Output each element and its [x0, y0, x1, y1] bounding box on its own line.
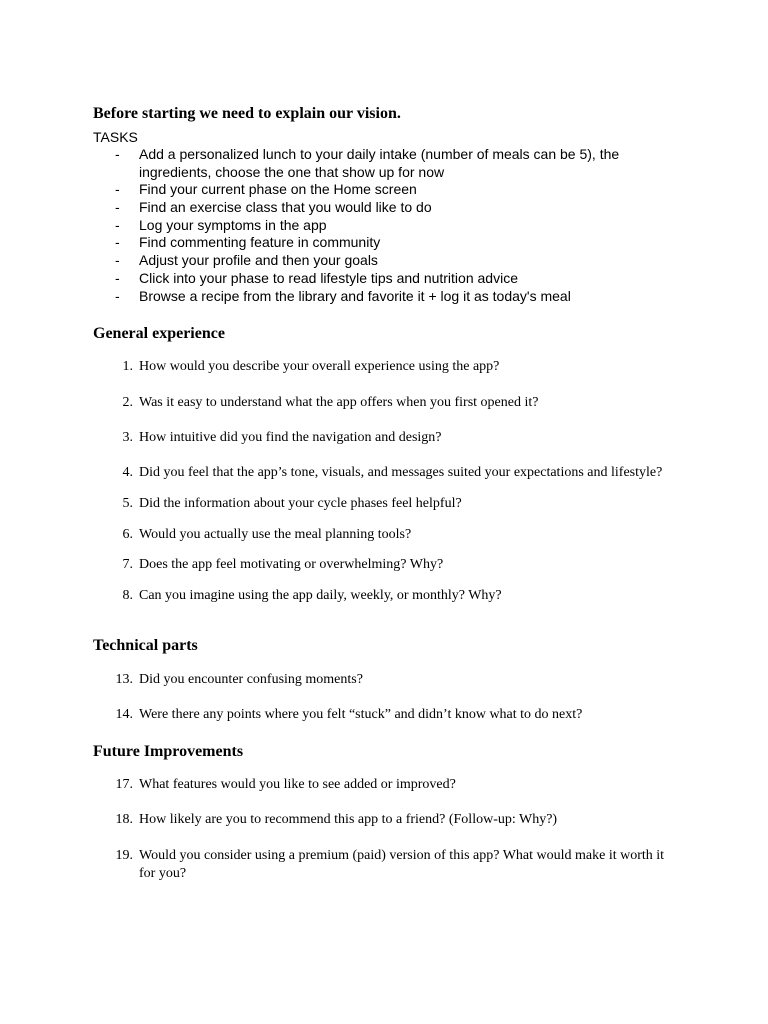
- task-text: Find your current phase on the Home screen: [139, 181, 417, 198]
- task-text: Adjust your profile and then your goals: [139, 252, 378, 269]
- question-number: 8.: [122, 588, 133, 603]
- question-text: Does the app feel motivating or overwhelming? Why?: [139, 557, 444, 572]
- question-number: 18.: [115, 812, 133, 827]
- task-item: [0, 146, 768, 181]
- question-number: 14.: [115, 707, 133, 722]
- task-text: Find commenting feature in community: [139, 234, 381, 251]
- bullet-dash: -: [115, 252, 120, 269]
- bullet-dash: -: [115, 287, 120, 304]
- question-number: 13.: [115, 672, 133, 687]
- task-text: Click into your phase to read lifestyle tips and nutrition advice: [139, 269, 518, 286]
- question-number: 2.: [122, 395, 133, 410]
- question-text: Did you encounter confusing moments?: [139, 672, 363, 687]
- bullet-dash: -: [115, 234, 120, 251]
- task-item: [0, 270, 768, 288]
- question-number: 19.: [115, 848, 133, 863]
- question-number: 5.: [122, 496, 133, 511]
- task-item: [0, 288, 768, 306]
- question-text: What features would you like to see added or improved?: [139, 777, 456, 792]
- question-number: 4.: [122, 465, 133, 480]
- task-item: [0, 199, 768, 217]
- question-number: 17.: [115, 777, 133, 792]
- task-list: [0, 146, 768, 305]
- question-text: Did you feel that the app’s tone, visuals, and messages suited your expectations and lifestyle?: [139, 465, 663, 480]
- technical-parts-heading: Technical parts: [93, 637, 198, 654]
- vision-heading: Before starting we need to explain our vision.: [93, 105, 401, 122]
- task-text: Log your symptoms in the app: [139, 216, 327, 233]
- task-item: [0, 181, 768, 199]
- question-text: How likely are you to recommend this app to a friend? (Follow-up: Why?): [139, 812, 558, 827]
- bullet-dash: -: [115, 216, 120, 233]
- bullet-dash: -: [115, 199, 120, 216]
- tasks-label: TASKS: [93, 129, 138, 145]
- bullet-dash: -: [115, 181, 120, 198]
- question-number: 3.: [122, 430, 133, 445]
- task-item: [0, 234, 768, 252]
- question-text: Can you imagine using the app daily, weekly, or monthly? Why?: [139, 588, 502, 603]
- question-text: How intuitive did you find the navigation and design?: [139, 430, 442, 445]
- question-text: Were there any points where you felt “stuck” and didn’t know what to do next?: [139, 707, 583, 722]
- task-item: [0, 217, 768, 235]
- task-text: Find an exercise class that you would like to do: [139, 199, 432, 216]
- general-experience-heading: General experience: [93, 325, 225, 342]
- question-text: Would you actually use the meal planning tools?: [139, 527, 412, 542]
- task-text: Browse a recipe from the library and favorite it + log it as today's meal: [139, 287, 571, 304]
- bullet-dash: -: [115, 146, 120, 162]
- future-improvements-heading: Future Improvements: [93, 743, 244, 760]
- question-text: Did the information about your cycle phases feel helpful?: [139, 496, 462, 511]
- question-number: 6.: [122, 527, 133, 542]
- task-item: [0, 252, 768, 270]
- task-text: Add a personalized lunch to your daily intake (number of meals can be 5), the ingredients, choose the one that show up for now: [139, 146, 620, 180]
- question-text: How would you describe your overall experience using the app?: [139, 359, 500, 374]
- question-text: Would you consider using a premium (paid) version of this app? What would make it worth it for you?: [139, 848, 665, 881]
- question-number: 1.: [122, 359, 133, 374]
- question-number: 7.: [122, 557, 133, 572]
- bullet-dash: -: [115, 269, 120, 286]
- question-text: Was it easy to understand what the app offers when you first opened it?: [139, 395, 539, 410]
